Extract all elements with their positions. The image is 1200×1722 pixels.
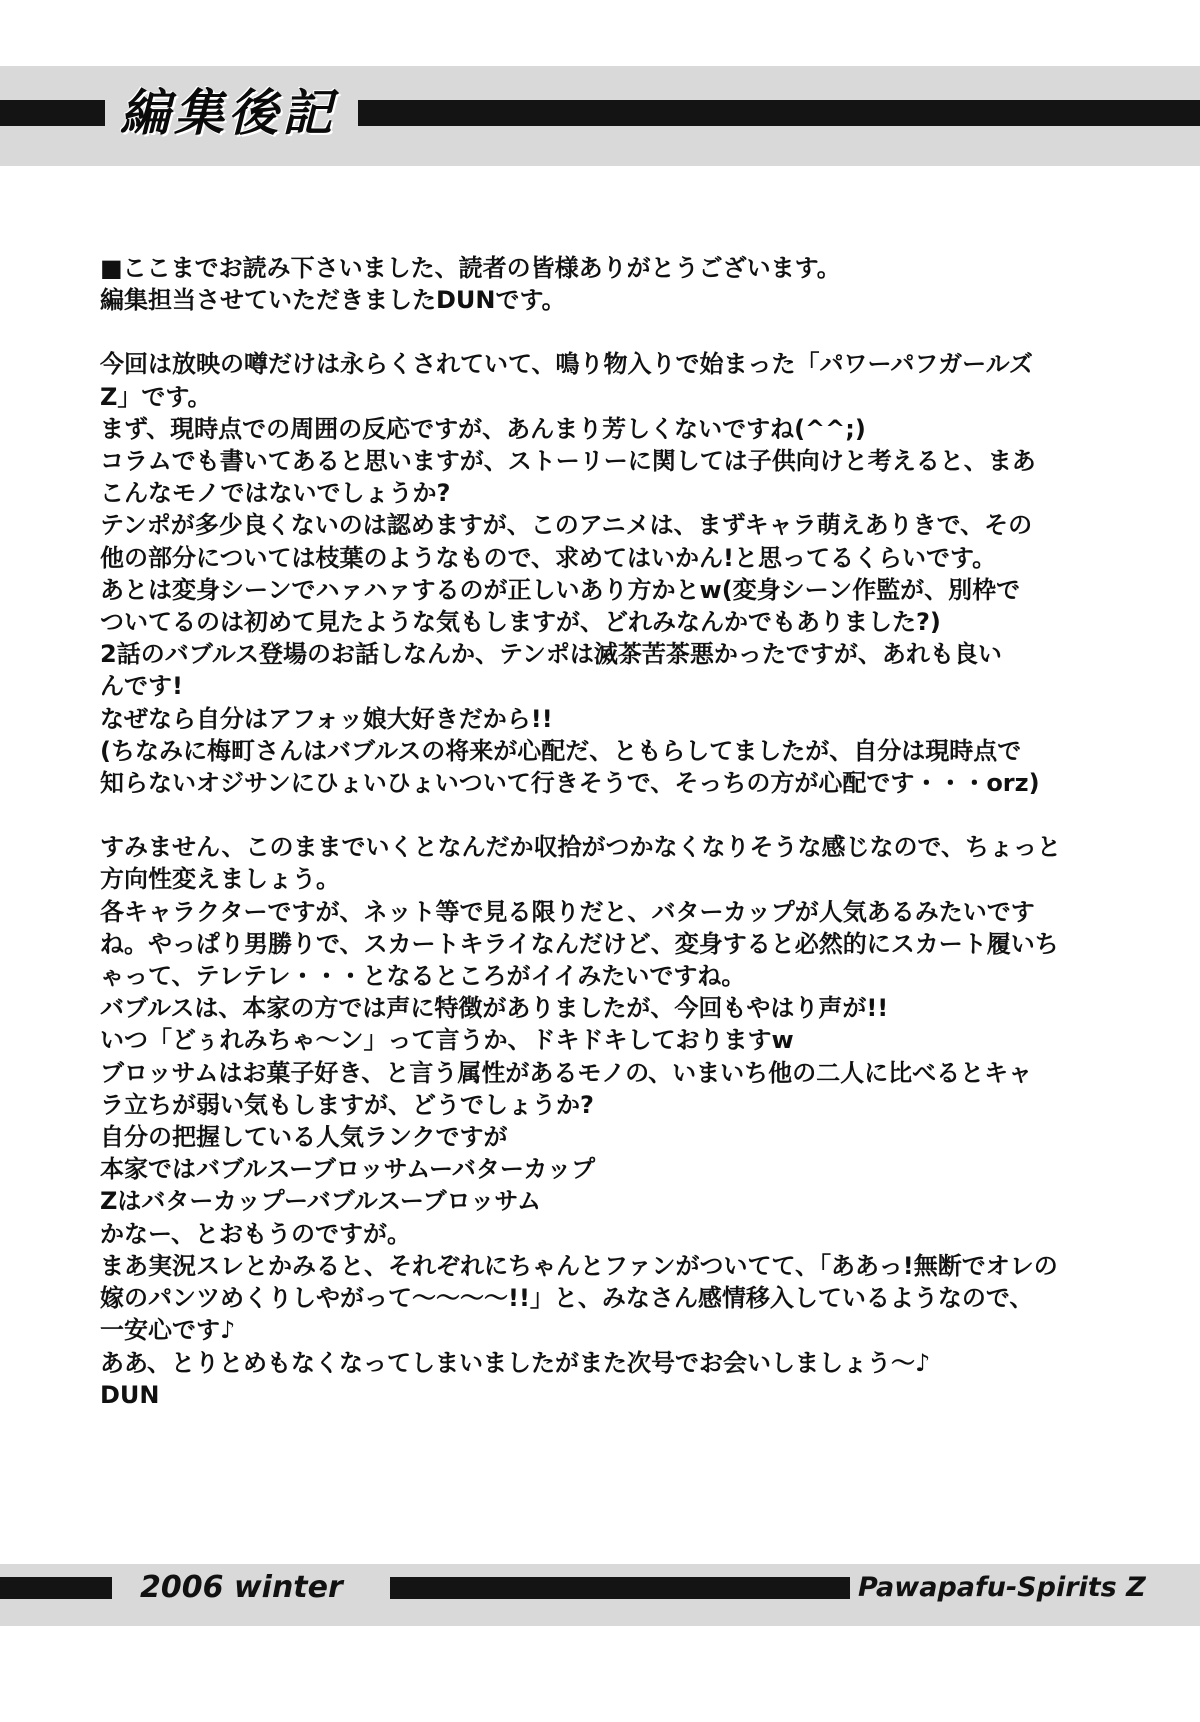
text-line: (ちなみに梅町さんはバブルスの将来が心配だ、ともらしてましたが、自分は現時点で (100, 736, 1022, 765)
header-bar-right (358, 100, 1200, 126)
text-line: ついてるのは初めて見たような気もしますが、どれみなんかでもありました?) (100, 608, 941, 637)
text-line: こんなモノではないでしょうか? (100, 479, 451, 508)
footer-bar-left (0, 1577, 112, 1599)
text-line: ね。やっぱり男勝りで、スカートキライなんだけど、変身すると必然的にスカート履いち (100, 929, 1059, 958)
text-line: いつ「どぅれみちゃ〜ン」って言うか、ドキドキしておりますw (100, 1026, 794, 1055)
text-line: 2話のバブルス登場のお話しなんか、テンポは滅茶苦茶悪かったですが、あれも良い (100, 640, 1002, 669)
text-line: まあ実況スレとかみると、それぞれにちゃんとファンがついてて、「ああっ!無断でオレの (100, 1251, 1058, 1280)
page-title: 編集後記 (120, 84, 336, 142)
text-line: すみません、このままでいくとなんだか収拾がつかなくなりそうな感じなので、ちょっと (100, 833, 1061, 862)
footer-issue-date: 2006 winter (140, 1570, 343, 1605)
text-line: ゃって、テレテレ・・・となるところがイイみたいですね。 (100, 962, 746, 991)
text-line: 本家ではバブルスーブロッサムーバターカップ (100, 1155, 596, 1184)
text-line: 各キャラクターですが、ネット等で見る限りだと、バターカップが人気あるみたいです (100, 897, 1035, 926)
footer-bar-mid (390, 1577, 850, 1599)
paragraph-2 (100, 348, 1120, 799)
text-line: Zはバターカップーバブルスーブロッサム (100, 1187, 542, 1216)
text-line: あとは変身シーンでハァハァするのが正しいあり方かとw(変身シーン作監が、別枠で (100, 575, 1021, 604)
text-line: 編集担当させていただきましたDUNです。 (100, 286, 566, 315)
text-line: 嫁のパンツめくりしやがって〜〜〜〜!!」と、みなさん感情移入しているようなので、 (100, 1284, 1034, 1313)
signature: DUN (100, 1380, 160, 1409)
text-line: Z」です。 (100, 382, 212, 411)
text-line: テンポが多少良くないのは認めますが、このアニメは、まずキャラ萌えありきで、その (100, 511, 1033, 540)
paragraph-1 (100, 252, 1120, 316)
text-line: んです! (100, 672, 183, 701)
text-line: 一安心です♪ (100, 1316, 236, 1345)
text-line: コラムでも書いてあると思いますが、ストーリーに関しては子供向けと考えると、まあ (100, 447, 1036, 476)
text-line: 知らないオジサンにひょいひょいついて行きそうで、そっちの方が心配です・・・orz) (100, 769, 1040, 798)
text-line: 自分の把握している人気ランクですが (100, 1123, 508, 1152)
text-line: ■ここまでお読み下さいました、読者の皆様ありがとうございます。 (100, 254, 841, 282)
text-line: なぜなら自分はアフォッ娘大好きだから!! (100, 704, 553, 733)
paragraph-3 (100, 831, 1120, 1411)
text-line: 他の部分については枝葉のようなもので、求めてはいかん!と思ってるくらいです。 (100, 543, 997, 572)
text-line: まず、現時点での周囲の反応ですが、あんまり芳しくないですね(^^;) (100, 414, 866, 443)
text-line: ブロッサムはお菓子好き、と言う属性があるモノの、いまいち他の二人に比べるとキャ (100, 1058, 1033, 1087)
text-line: バブルスは、本家の方では声に特徴がありましたが、今回もやはり声が!! (100, 994, 889, 1023)
header-bar-left (0, 100, 105, 126)
article-body (100, 252, 1120, 1411)
text-line: 今回は放映の噂だけは永らくされていて、鳴り物入りで始まった「パワーパフガールズ (100, 350, 1033, 379)
footer-publication-title: Pawapafu-Spirits Z (858, 1572, 1146, 1603)
text-line: 方向性変えましょう。 (100, 865, 340, 894)
text-line: ラ立ちが弱い気もしますが、どうでしょうか? (100, 1090, 594, 1119)
text-line: ああ、とりとめもなくなってしまいましたがまた次号でお会いしましょう〜♪ (100, 1348, 931, 1377)
text-line: かなー、とおもうのですが。 (100, 1219, 412, 1248)
